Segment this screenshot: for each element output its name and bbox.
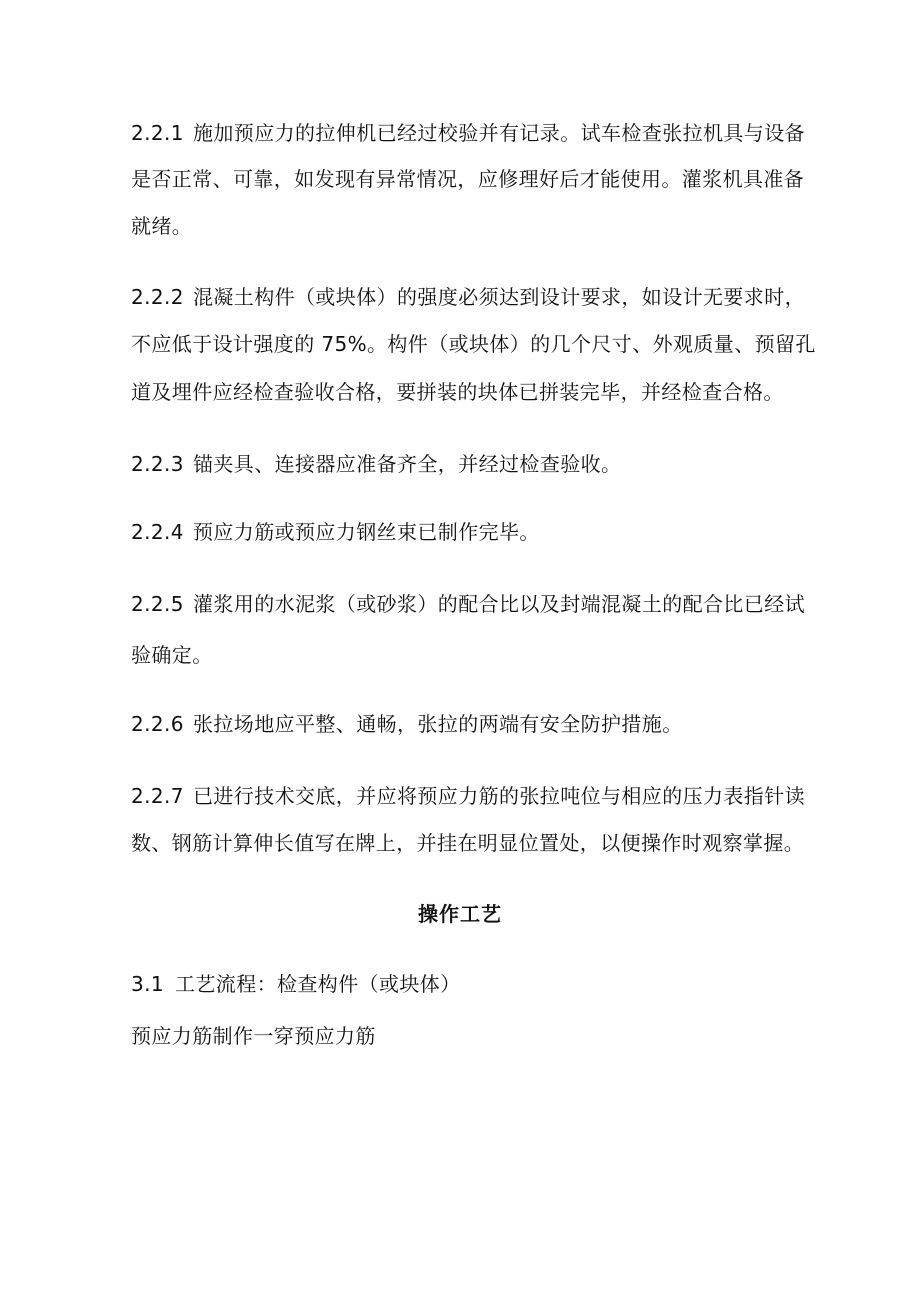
para-2-2-1-line-1	[131, 121, 805, 145]
section-heading: 操作工艺	[418, 902, 502, 926]
para-2-2-6-line-1	[131, 712, 683, 736]
para-2-2-4-line-1	[131, 520, 540, 544]
para-2-2-1-line-3: 就绪。	[131, 214, 193, 238]
para-text: 已进行技术交底，并应将预应力筋的张拉吨位与相应的压力表指针读	[193, 784, 805, 808]
para-2-2-3-line-1	[131, 452, 621, 476]
section-number: 3.1	[131, 972, 165, 996]
flow-line: 预应力筋制作一穿预应力筋	[131, 1024, 376, 1048]
para-3-1-line-1	[131, 972, 461, 996]
para-2-2-2-line-3: 道及埋件应经检查验收合格，要拼装的块体已拼装完毕，并经检查合格。	[131, 380, 784, 404]
para-2-2-2-line-2: 不应低于设计强度的 75%。构件（或块体）的几个尺寸、外观质量、预留孔	[131, 332, 816, 356]
section-number: 2.2.1	[131, 121, 184, 145]
para-text: 锚夹具、连接器应准备齐全，并经过检查验收。	[193, 452, 622, 476]
section-number: 2.2.4	[131, 520, 184, 544]
para-text: 预应力筋或预应力钢丝束已制作完毕。	[193, 520, 540, 544]
section-number: 2.2.2	[131, 285, 184, 309]
para-text: 施加预应力的拉伸机已经过校验并有记录。试车检查张拉机具与设备	[193, 121, 805, 145]
para-text: 工艺流程：检查构件（或块体）	[175, 972, 461, 996]
section-number: 2.2.3	[131, 452, 184, 476]
para-2-2-1-line-2: 是否正常、可靠，如发现有异常情况，应修理好后才能使用。灌浆机具准备	[131, 167, 805, 191]
para-text: 灌浆用的水泥浆（或砂浆）的配合比以及封端混凝土的配合比已经试	[193, 592, 805, 616]
para-2-2-2-line-1	[131, 285, 805, 309]
para-2-2-7-line-2: 数、钢筋计算伸长值写在牌上，并挂在明显位置处，以便操作时观察掌握。	[131, 831, 805, 855]
para-2-2-7-line-1	[131, 784, 805, 808]
section-number: 2.2.6	[131, 712, 184, 736]
section-number: 2.2.5	[131, 592, 184, 616]
para-text: 混凝土构件（或块体）的强度必须达到设计要求，如设计无要求时，	[193, 285, 805, 309]
para-text: 张拉场地应平整、通畅，张拉的两端有安全防护措施。	[193, 712, 683, 736]
para-2-2-5-line-1	[131, 592, 805, 616]
para-2-2-5-line-2: 验确定。	[131, 643, 213, 667]
section-number: 2.2.7	[131, 784, 184, 808]
